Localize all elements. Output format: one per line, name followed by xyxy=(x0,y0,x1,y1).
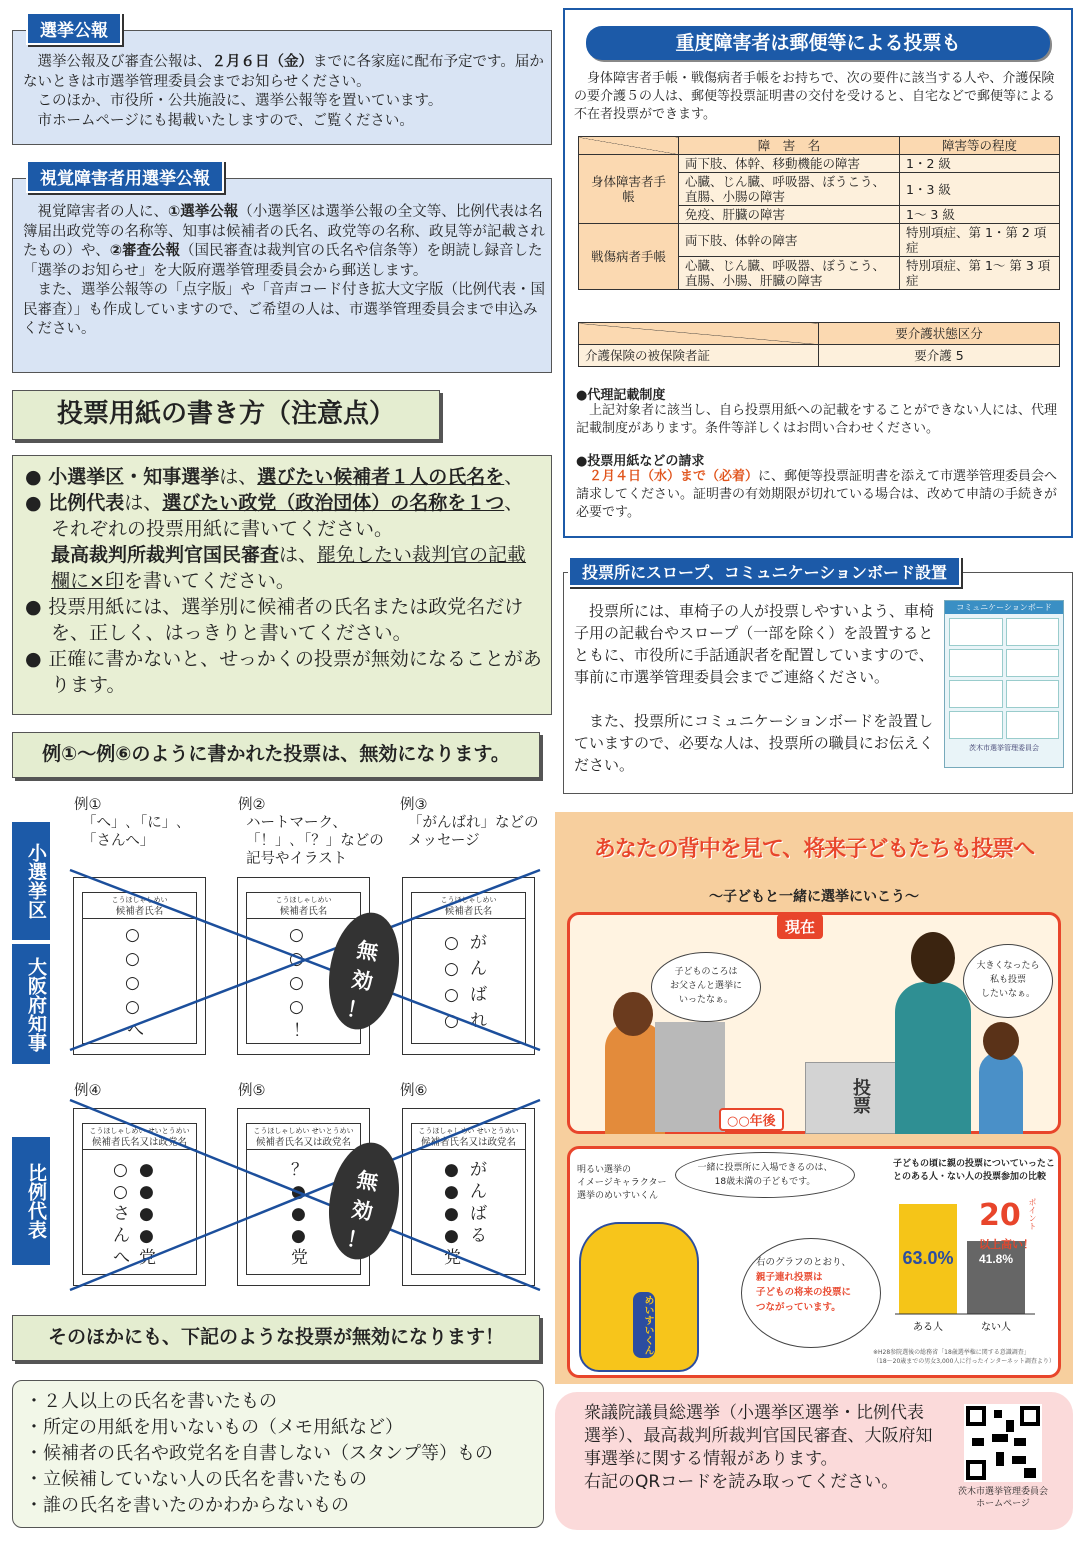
points-unit: ポイント xyxy=(1028,1198,1037,1230)
bar-category-label: ある人 xyxy=(913,1322,943,1333)
list-item: ・立候補していない人の氏名を書いたもの xyxy=(25,1469,367,1490)
table-cell: 介護保険の被保険者証 xyxy=(579,345,819,367)
bullet-1: ● 小選挙区・知事選挙は、選びたい候補者１人の氏名を、 xyxy=(25,466,524,488)
slope-text-1: 投票所には、車椅子の人が投票しやすいよう、車椅子用の記載台やスロープ（一部を除く）を設置するとともに、市役所に手話通訳者を配置していますので、事前に市選挙管理委員会までご連絡ください。 xyxy=(574,602,935,686)
example-4-label: 例④ xyxy=(74,1083,102,1099)
bulletin-date: ２月６日（金） xyxy=(211,54,313,70)
chart-title: 子どもの頃に親の投票についていったことのある人・ない人の投票参加の比較 xyxy=(893,1159,1055,1182)
other-invalid-list xyxy=(12,1380,544,1528)
mascot-caption: 明るい選挙の イメージキャラクター 選挙のめいすいくん xyxy=(577,1165,667,1201)
disability-table xyxy=(578,136,1060,290)
ballot-caption: 候補者氏名 xyxy=(115,906,164,917)
request-text: ２月４日（水）まで（必着）に、郵便等投票証明書を添えて市選挙管理委員会へ請求してください。証明書の有効期限が切れている場合は、改めて申請の手続きが必要です。 xyxy=(576,469,1058,520)
table-group: 戦傷病者手帳 xyxy=(579,224,679,290)
invalid-stamp-2: 無 効 ！ xyxy=(320,1137,407,1265)
mascot-bubble-2: 右のグラフのとおり、 親子連れ投票は 子どもの将来の投票に つながっています。 xyxy=(741,1238,881,1348)
ballot-mark: ○ xyxy=(125,949,140,969)
girl-bubble: 大きくなったら 私も投票 したいなぁ。 xyxy=(963,944,1053,1018)
request-heading: ●投票用紙などの請求 xyxy=(576,454,705,469)
bullet-3: ● 投票用紙には、選挙別に候補者の氏名または政党名だけを、正しく、はっきりと書いてください。 xyxy=(25,596,524,644)
communication-board-image xyxy=(944,600,1064,768)
invalid-cross-lines xyxy=(0,0,560,1300)
list-item: ・２人以上の氏名を書いたもの xyxy=(25,1391,277,1412)
table-cell: 特別項症、第 1～ 第 3 項症 xyxy=(900,257,1060,290)
ballot-mark: ○ xyxy=(125,925,140,945)
example-1-desc: 「へ」､「に」､ 「さんへ」 xyxy=(82,815,184,849)
ballot-example-1: こうほしゃしめい 候補者氏名 ○ ○ ○ ○ へ xyxy=(73,877,206,1055)
table-cell: 特別項症、第 1・第 2 項症 xyxy=(900,224,1060,257)
ballot-example-3: こうほしゃしめい 候補者氏名 ○ が ○ ん ○ ば ○ れ xyxy=(402,877,535,1055)
vi-text-a: 視覚障害者の人に、 xyxy=(37,204,168,220)
how-to-write-title: 投票用紙の書き方（注意点） xyxy=(12,390,440,440)
mascot-bubble-1: 一緒に投票所に入場できるのは、 18歳未満の子どもです。 xyxy=(675,1152,855,1198)
bullet-4: ● 正確に書かないと、せっかくの投票が無効になることがあります。 xyxy=(25,648,542,696)
vi-text-e: （国民審査は裁判官の氏名や信条等）を朗読し録音した「選挙のお知らせ」を大阪府選挙管理委員会から郵送します。 xyxy=(23,243,543,279)
ballot-example-4: こうほしゃしめい せいとうめい 候補者氏名又は政党名 ○ ● ○ ● さ ● ん ● へ 党 xyxy=(73,1108,206,1286)
qr-code xyxy=(964,1404,1042,1482)
example-3-label: 例③ xyxy=(400,797,428,813)
side-tag-governor: 大阪府知事 xyxy=(12,944,50,1064)
other-invalid-banner: そのほかにも、下記のような投票が無効になります！ xyxy=(12,1315,540,1361)
table-header: 障害等の程度 xyxy=(900,137,1060,155)
bulletin-text-a: 選挙公報及び審査公報は、 xyxy=(37,54,212,70)
ballot-box-label: 投票 xyxy=(850,1078,871,1114)
ballot-mark: ○ xyxy=(125,997,140,1017)
ballot-mark: ！ xyxy=(293,1021,310,1041)
slope-tag: 投票所にスロープ、コミュニケーションボード設置 xyxy=(568,556,961,587)
board-footer: 茨木市選挙管理委員会 xyxy=(969,744,1039,752)
proxy-heading: ●代理記載制度 xyxy=(576,388,666,403)
table-group: 身体障害者手帳 xyxy=(579,155,679,224)
table-cell: 1～ 3 級 xyxy=(900,206,1060,224)
bar-category-label: ない人 xyxy=(981,1322,1011,1333)
proxy-text: 上記対象者に該当し、自ら投票用紙への記載をすることができない人には、代理記載制度があります。条件等詳しくはお問い合わせください。 xyxy=(576,403,1058,436)
bulletin-text-c: までに各家庭に配布予定です。届かないときは市選挙管理委員会までお知らせください。 xyxy=(23,54,544,90)
example-2-label: 例② xyxy=(238,797,266,813)
invalid-examples-banner: 例①～例⑥のように書かれた投票は、無効になります。 xyxy=(12,732,540,778)
ballot-mark: へ xyxy=(127,1021,144,1041)
ballot-mark: ○ xyxy=(289,973,304,993)
qr-caption: 茨木市選挙管理委員会 ホームページ xyxy=(957,1487,1048,1509)
list-item: ・候補者の氏名や政党名を自書しない（スタンプ等）もの xyxy=(25,1443,493,1464)
poster-subtitle: ～子どもと一緒に選挙にいこう～ xyxy=(709,889,919,905)
side-tag-single-seat: 小選挙区 xyxy=(12,822,50,940)
table-cell: 1・2 級 xyxy=(900,155,1060,173)
girl-figure xyxy=(979,1052,1023,1134)
mascot-name: めいすいくん xyxy=(633,1292,655,1358)
example-2-desc: ハートマーク、 「！」､「？」などの 記号やイラスト xyxy=(246,815,384,867)
ballot-mark: ○ xyxy=(289,949,304,969)
side-tag-proportional: 比例代表 xyxy=(12,1137,50,1265)
vi-text-c: （小選挙区は選挙公報の全文等、比例代表は名簿届出政党等の名称等、知事は候補者の氏名、政党等の名称、政見等が記載されたもの）や、 xyxy=(23,204,545,259)
example-1-label: 例① xyxy=(74,797,102,813)
visually-impaired-tag: 視覚障害者用選挙公報 xyxy=(26,160,224,193)
example-3-desc: 「がんばれ」などの メッセージ xyxy=(408,815,539,849)
qr-text: 衆議院議員総選挙（小選挙区選挙・比例代表選挙）、最高裁判所裁判官国民審査、大阪府知事選挙に関する情報があります。 右記のQRコードを読み取ってください。 xyxy=(584,1403,933,1492)
bullet-2-cont: それぞれの投票用紙に書いてください。 xyxy=(51,518,394,540)
election-bulletin-tag: 選挙公報 xyxy=(26,12,122,45)
bar-value-label: 41.8% xyxy=(978,1252,1014,1267)
mother-bubble: 子どものころは お父さんと選挙に いったなぁ。 xyxy=(651,952,761,1022)
table-cell: 免疫、肝臓の障害 xyxy=(679,206,900,224)
bulletin-text-2: このほか、市役所・公共施設に、選挙公報等を置いています。 xyxy=(37,93,443,109)
table-cell: 1・3 級 xyxy=(900,173,1060,206)
vi-text-d: ②審査公報 xyxy=(109,243,180,259)
slope-text-2: また、投票所にコミュニケーションボードを設置していますので、必要な人は、投票所の職員にお伝えください。 xyxy=(574,712,934,774)
list-item: ・所定の用紙を用いないもの（メモ用紙など） xyxy=(25,1417,403,1438)
ballot-mark: ○ xyxy=(289,997,304,1017)
vi-text-2: また、選挙公報等の「点字版」や「音声コード付き拡大文字版（比例代表・国民審査）」も作成していますので、ご希望の人は、市選挙管理委員会まで申込みください。 xyxy=(23,282,545,337)
father-figure xyxy=(895,982,971,1134)
voting-booth xyxy=(655,1022,725,1132)
table-cell: 両下肢、体幹、移動機能の障害 xyxy=(679,155,900,173)
now-label: 現在 xyxy=(777,914,823,939)
bullet-2: ● 比例代表は、選びたい政党（政治団体）の名称を１つ、 xyxy=(25,492,524,514)
survey-note: ※H28参院選後の総務省「18歳選挙権に関する意識調査」 （18～20歳までの男女3,000人に行ったインターネット調査より） xyxy=(873,1349,1055,1365)
table-cell: 心臓、じん臓、呼吸器、ぼうこう、直腸、小腸、肝臓の障害 xyxy=(679,257,900,290)
postal-voting-title: 重度障害者は郵便等による投票も xyxy=(586,26,1050,60)
invalid-stamp-1: 無 効 ！ xyxy=(320,907,407,1035)
points-value: 20 xyxy=(979,1198,1021,1233)
example-6-label: 例⑥ xyxy=(400,1083,428,1099)
ballot-mark: ○ xyxy=(289,925,304,945)
ballot-example-5: こうほしゃしめい せいとうめい 候補者氏名又は政党名 ？ ● ● ● 党 xyxy=(237,1108,370,1286)
board-title: コミュニケーションボード xyxy=(945,601,1063,614)
ballot-example-2: こうほしゃしめい 候補者氏名 ○ ○ ○ ○ ！ xyxy=(237,877,370,1055)
table-header: 要介護状態区分 xyxy=(819,323,1060,345)
table-cell: 要介護 5 xyxy=(819,345,1060,367)
poster xyxy=(555,812,1073,1384)
bullet-2-court: 最高裁判所裁判官国民審査は、罷免したい裁判官の記載欄に×印を書いてください。 xyxy=(51,544,527,592)
ballot-mark: ○ xyxy=(125,973,140,993)
table-cell: 心臓、じん臓、呼吸器、ぼうこう、直腸、小腸の障害 xyxy=(679,173,900,206)
points-note: 以上高い！ xyxy=(979,1238,1034,1251)
bulletin-text-3: 市ホームページにも掲載いたしますので、ご覧ください。 xyxy=(37,112,414,129)
poster-title: あなたの背中を見て、将来子どもたちも投票へ xyxy=(593,837,1035,862)
table-header: 障 害 名 xyxy=(679,137,900,155)
ballot-example-6: こうほしゃしめい せいとうめい 候補者氏名又は政党名 ● が ● ん ● ば ● る 党 xyxy=(402,1108,535,1286)
care-table xyxy=(578,322,1060,367)
table-cell: 両下肢、体幹の障害 xyxy=(679,224,900,257)
postal-voting-intro: 身体障害者手帳・戦傷病者手帳をお持ちで、次の要件に該当する人や、介護保険の要介護５の人は、郵便等投票証明書の交付を受けると、自宅などで郵便等による不在者投票ができます。 xyxy=(574,71,1056,122)
list-item: ・誰の氏名を書いたのかわからないもの xyxy=(25,1495,349,1516)
bar-value-label: 63.0% xyxy=(902,1248,954,1268)
future-label: ○○年後 xyxy=(719,1108,784,1131)
vi-text-b: ①選挙公報 xyxy=(168,204,239,220)
example-5-label: 例⑤ xyxy=(238,1083,266,1099)
